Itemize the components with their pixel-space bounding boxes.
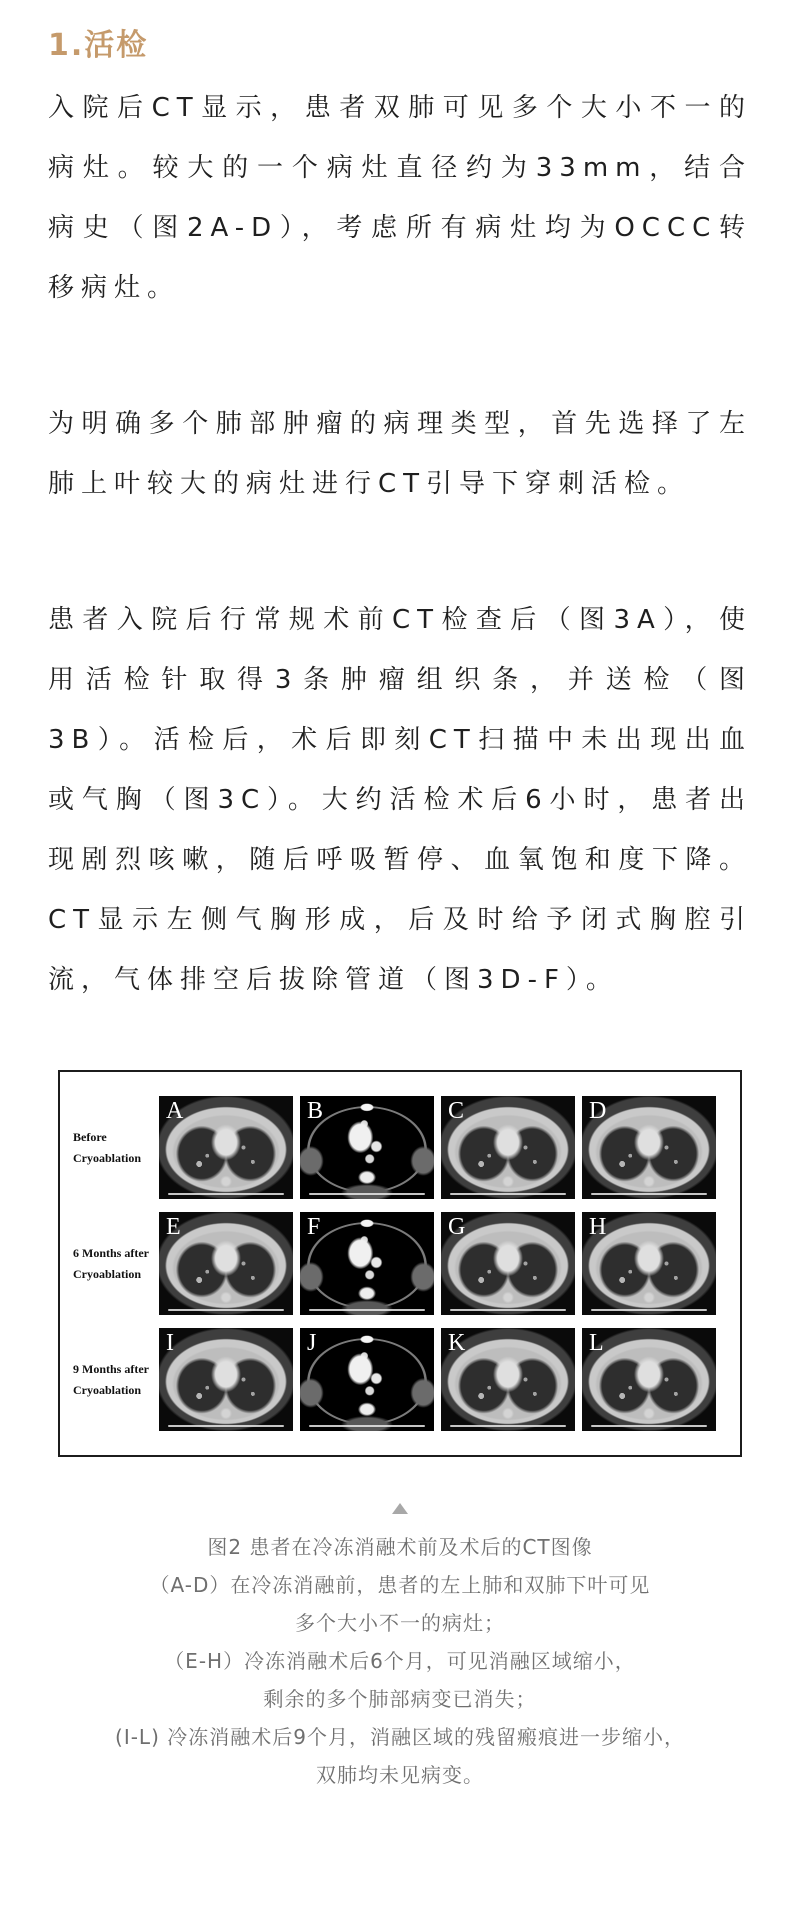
ct-letter-label: L	[589, 1330, 604, 1356]
figure-caption-line: (I-L) 冷冻消融术后9个月，消融区域的残留瘢痕进一步缩小，	[115, 1725, 685, 1749]
ct-letter-label: G	[448, 1214, 466, 1240]
body-paragraph-1: 入院后CT显示，患者双肺可见多个大小不一的病灶。较大的一个病灶直径约为33mm，结合病史（图2A-D），考虑所有病灶均为OCCC转移病灶。	[48, 93, 752, 303]
figure-row-label-line: Cryoablation	[73, 1382, 142, 1397]
ct-image-J	[300, 1328, 434, 1431]
ct-scan-art	[300, 1328, 434, 1431]
figure-caption-line: 剩余的多个肺部病变已消失；	[263, 1687, 537, 1711]
figure-row-label-line: Cryoablation	[73, 1266, 142, 1281]
ct-image-C	[441, 1096, 575, 1199]
ct-letter-label: A	[166, 1098, 184, 1124]
ct-image-B	[300, 1096, 434, 1199]
ct-image-G	[441, 1212, 575, 1315]
ct-letter-label: D	[589, 1098, 607, 1124]
ct-image-D	[582, 1096, 716, 1199]
ct-letter-label: E	[166, 1214, 181, 1240]
caption-collapse-triangle-icon	[392, 1503, 408, 1514]
ct-figure-panel	[58, 1070, 742, 1457]
ct-image-K	[441, 1328, 575, 1431]
figure-row-label-9-months	[68, 1359, 152, 1401]
ct-image-H	[582, 1212, 716, 1315]
ct-letter-label: I	[166, 1330, 174, 1356]
ct-letter-label: F	[307, 1214, 321, 1240]
ct-image-E	[159, 1212, 293, 1315]
figure-caption-line: 多个大小不一的病灶；	[295, 1611, 505, 1635]
figure-row-label-6-months	[68, 1243, 152, 1285]
figure-row-label-line: Cryoablation	[73, 1150, 142, 1165]
body-paragraph-3: 患者入院后行常规术前CT检查后（图3A），使用活检针取得3条肿瘤组织条，并送检（图3B）。活检后，术后即刻CT扫描中未出现出血或气胸（图3C）。大约活检术后6小时，患者出现剧烈咳嗽，随后呼吸暂停、血氧饱和度下降。CT显示左侧气胸形成，后及时给予闭式胸腔引流，气体排空后拔除管道（图3D-F）。	[48, 605, 752, 995]
section-title: 1.活检	[48, 28, 149, 63]
ct-letter-label: B	[307, 1098, 324, 1124]
ct-letter-label: J	[307, 1330, 317, 1356]
ct-letter-label: C	[448, 1098, 465, 1124]
figure-row-label-line: 6 Months after	[73, 1245, 149, 1260]
ct-image-I	[159, 1328, 293, 1431]
figure-caption-line: （E-H）冷冻消融术后6个月，可见消融区域缩小，	[164, 1649, 636, 1673]
ct-figure-grid	[68, 1096, 740, 1431]
ct-image-F	[300, 1212, 434, 1315]
figure-caption-line: 双肺均未见病变。	[316, 1763, 484, 1787]
ct-letter-label: H	[589, 1214, 607, 1240]
figure-row-label-line: Before	[73, 1129, 107, 1144]
figure-caption	[0, 1528, 800, 1794]
figure-row-label-before	[68, 1127, 152, 1169]
ct-scan-art	[159, 1328, 293, 1431]
ct-image-L	[582, 1328, 716, 1431]
ct-image-A	[159, 1096, 293, 1199]
ct-letter-label: K	[448, 1330, 466, 1356]
figure-caption-line: （A-D）在冷冻消融前，患者的左上肺和双肺下叶可见	[149, 1573, 651, 1597]
figure-row-label-line: 9 Months after	[73, 1361, 149, 1376]
figure-caption-line: 图2 患者在冷冻消融术前及术后的CT图像	[207, 1535, 593, 1559]
body-paragraph-2: 为明确多个肺部肿瘤的病理类型，首先选择了左肺上叶较大的病灶进行CT引导下穿刺活检。	[48, 409, 752, 499]
